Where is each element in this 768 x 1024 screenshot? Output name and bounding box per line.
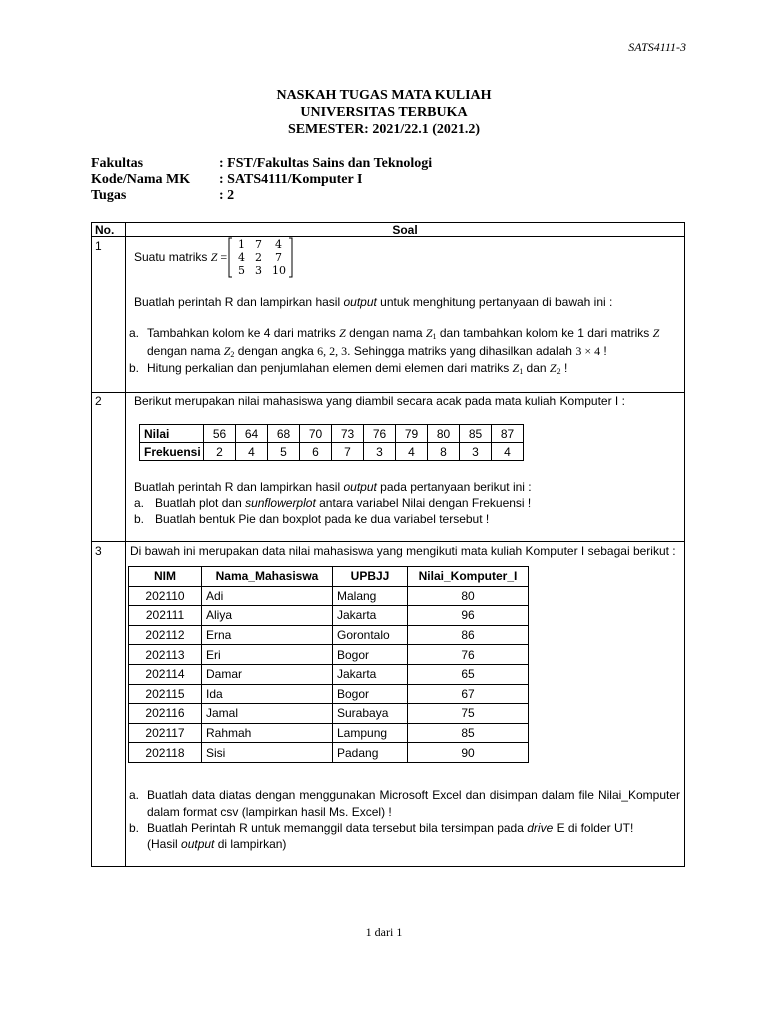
q1-b-marker: b.: [129, 361, 140, 375]
header-soal: Soal: [392, 223, 418, 237]
cell-nama: Adi: [202, 586, 333, 606]
text: antara variabel Nilai dengan Frekuensi !: [315, 496, 532, 510]
table-cell: 2: [204, 443, 236, 461]
cell-nilai: 67: [408, 684, 529, 704]
meta-value: : 2: [219, 188, 235, 203]
subscript: 2: [230, 350, 235, 359]
table-cell: 8: [428, 443, 460, 461]
cell-upbjj: Surabaya: [333, 704, 408, 724]
text: !: [560, 361, 568, 375]
cell-nilai: 80: [408, 586, 529, 606]
q3-a-line1: Buatlah data diatas dengan menggunakan Microsoft Excel dan disimpan dalam file Nilai_Komputer: [147, 788, 680, 802]
em: sunflowerplot: [245, 496, 316, 510]
cell-nilai: 76: [408, 645, 529, 665]
text: di lampirkan): [214, 837, 287, 851]
var-z2: Z: [549, 361, 557, 375]
cell-nama: Damar: [202, 664, 333, 684]
table-cell: 80: [428, 425, 460, 443]
table-cell: 64: [236, 425, 268, 443]
cell-nama: Sisi: [202, 743, 333, 763]
meta-tugas: [91, 188, 234, 204]
table-row: [129, 606, 529, 626]
doc-title-line1: NASKAH TUGAS MATA KULIAH: [276, 88, 492, 103]
cell-upbjj: Jakarta: [333, 606, 408, 626]
matrix-cell: 4: [238, 251, 245, 264]
cell-nama: Jamal: [202, 704, 333, 724]
text: . Sehingga matriks yang dihasilkan adalah: [347, 344, 576, 358]
text: Tambahkan kolom ke 4 dari matriks: [147, 326, 340, 340]
q3-a-line2: dalam format csv (lampirkan hasil Ms. Excel) !: [147, 805, 392, 819]
cell-upbjj: Lampung: [333, 723, 408, 743]
text: !: [600, 344, 607, 358]
q2-a-marker: a.: [134, 496, 145, 510]
subscript: 1: [519, 367, 524, 376]
table-row: [140, 443, 524, 461]
q1-b-line: [147, 361, 682, 379]
matrix-cell: 1: [238, 238, 245, 251]
dimension: 3 × 4: [575, 344, 601, 358]
row-divider-1: [92, 392, 684, 393]
table-cell: 87: [492, 425, 524, 443]
cell-nim: 202111: [129, 606, 202, 626]
q1-matrix-var: Z: [210, 250, 218, 264]
cell-upbjj: Bogor: [333, 645, 408, 665]
cell-nilai: 96: [408, 606, 529, 626]
cell-nim: 202114: [129, 664, 202, 684]
cell-nilai: 85: [408, 723, 529, 743]
q1-number: 1: [95, 239, 102, 253]
var-z1: Z: [512, 361, 520, 375]
cell-nilai: 86: [408, 625, 529, 645]
cell-upbjj: Malang: [333, 586, 408, 606]
table-row: [129, 704, 529, 724]
row-label: Frekuensi: [140, 443, 204, 461]
var-z: Z: [652, 326, 660, 340]
text: pada pertanyaan berikut ini :: [376, 480, 532, 494]
matrix-cell: 7: [275, 251, 282, 264]
cell-nilai: 75: [408, 704, 529, 724]
cell-nim: 202115: [129, 684, 202, 704]
text: dengan nama: [345, 326, 426, 340]
column-divider: [125, 223, 126, 866]
table-cell: 7: [332, 443, 364, 461]
meta-label: Kode/Nama MK: [91, 172, 191, 187]
q3-student-table: [128, 566, 529, 763]
table-cell: 3: [460, 443, 492, 461]
text: dengan angka: [234, 344, 318, 358]
cell-nim: 202118: [129, 743, 202, 763]
header-no: No.: [95, 223, 115, 237]
q1-matrix: [227, 237, 295, 279]
meta-fakultas: [91, 156, 432, 172]
page-footer: 1 dari 1: [365, 925, 403, 939]
q3-a-marker: a.: [129, 788, 140, 802]
matrix-cell: 2: [255, 251, 262, 264]
em: output: [181, 837, 215, 851]
table-cell: 5: [268, 443, 300, 461]
table-header-row: [129, 567, 529, 587]
subscript: 1: [432, 332, 437, 341]
q2-frequency-table: [139, 424, 524, 461]
doc-title-line3: SEMESTER: 2021/22.1 (2021.2): [287, 122, 481, 137]
row-label: Nilai: [140, 425, 204, 443]
matrix-cell: 10: [272, 264, 286, 277]
q1-a-marker: a.: [129, 326, 140, 340]
var-z1: Z: [425, 326, 433, 340]
table-cell: 70: [300, 425, 332, 443]
table-cell: 76: [364, 425, 396, 443]
q1-instruction: [134, 295, 612, 309]
table-cell: 6: [300, 443, 332, 461]
q3-intro: Di bawah ini merupakan data nilai mahasiswa yang mengikuti mata kuliah Komputer I sebagai berikut :: [130, 544, 676, 558]
q1-instr-em: output: [343, 295, 377, 309]
q1-a-line1: [147, 326, 682, 344]
row-divider-2: [92, 541, 684, 542]
text: (Hasil: [147, 837, 182, 851]
text: Buatlah perintah R dan lampirkan hasil: [134, 480, 344, 494]
matrix-cell: 7: [255, 238, 262, 251]
table-cell: 68: [268, 425, 300, 443]
cell-upbjj: Bogor: [333, 684, 408, 704]
table-row: [129, 645, 529, 665]
q3-b-line2: [147, 837, 286, 851]
q2-number: 2: [95, 394, 102, 408]
table-cell: 4: [236, 443, 268, 461]
q2-a-line: [155, 496, 531, 510]
table-cell: 4: [396, 443, 428, 461]
q2-instruction: [134, 480, 532, 494]
em: drive: [527, 821, 554, 835]
meta-label: Fakultas: [91, 156, 144, 171]
table-cell: 3: [364, 443, 396, 461]
cell-nilai: 90: [408, 743, 529, 763]
table-cell: 73: [332, 425, 364, 443]
cell-nilai: 65: [408, 664, 529, 684]
table-cell: 56: [204, 425, 236, 443]
column-header: NIM: [129, 567, 202, 587]
document-code: SATS4111-3: [628, 40, 686, 54]
matrix-cell: 4: [275, 238, 282, 251]
q3-number: 3: [95, 544, 102, 558]
column-header: Nama_Mahasiswa: [202, 567, 333, 587]
cell-nama: Rahmah: [202, 723, 333, 743]
cell-nama: Ida: [202, 684, 333, 704]
q1-instr-text-end: untuk menghitung pertanyaan di bawah ini :: [376, 295, 613, 309]
var-z2: Z: [223, 344, 231, 358]
cell-nama: Aliya: [202, 606, 333, 626]
q3-b-marker: b.: [129, 821, 140, 835]
table-row: [129, 723, 529, 743]
text: dan: [523, 361, 550, 375]
meta-value: : FST/Fakultas Sains dan Teknologi: [219, 156, 433, 171]
cell-nim: 202112: [129, 625, 202, 645]
cell-nim: 202116: [129, 704, 202, 724]
cell-upbjj: Gorontalo: [333, 625, 408, 645]
q1-a-line2: [147, 344, 682, 362]
table-cell: 85: [460, 425, 492, 443]
meta-kode-mk: [91, 172, 362, 188]
matrix-cell: 3: [255, 264, 262, 277]
cell-nama: Eri: [202, 645, 333, 665]
table-row: [129, 684, 529, 704]
text: Hitung perkalian dan penjumlahan elemen demi elemen dari matriks: [147, 361, 513, 375]
meta-label: Tugas: [91, 188, 127, 203]
q1-matrix-intro: Suatu matriks Z =: [134, 250, 228, 264]
q2-b-line: Buatlah bentuk Pie dan boxplot pada ke dua variabel tersebut !: [155, 512, 490, 526]
column-header: UPBJJ: [333, 567, 408, 587]
q3-b-line1: [147, 821, 633, 835]
table-row: [129, 743, 529, 763]
subscript: 2: [556, 367, 561, 376]
text: E di folder UT!: [553, 821, 634, 835]
cell-nim: 202110: [129, 586, 202, 606]
q2-b-marker: b.: [134, 512, 145, 526]
em: output: [343, 480, 377, 494]
numbers: 6, 2, 3: [317, 344, 348, 358]
table-row: [140, 425, 524, 443]
text: dengan nama: [147, 344, 224, 358]
text: Buatlah plot dan: [155, 496, 246, 510]
q2-intro: Berikut merupakan nilai mahasiswa yang diambil secara acak pada mata kuliah Komputer I :: [134, 394, 625, 408]
table-cell: 79: [396, 425, 428, 443]
table-cell: 4: [492, 443, 524, 461]
q1-instr-text: Buatlah perintah R dan lampirkan hasil: [134, 295, 344, 309]
q1-matrix-prefix: Suatu matriks: [134, 250, 211, 264]
cell-upbjj: Jakarta: [333, 664, 408, 684]
matrix-cell: 5: [238, 264, 245, 277]
meta-value: : SATS4111/Komputer I: [219, 172, 363, 187]
column-header: Nilai_Komputer_I: [408, 567, 529, 587]
cell-nama: Erna: [202, 625, 333, 645]
cell-nim: 202113: [129, 645, 202, 665]
text: Buatlah Perintah R untuk memanggil data tersebut bila tersimpan pada: [147, 821, 528, 835]
table-row: [129, 664, 529, 684]
doc-title-line2: UNIVERSITAS TERBUKA: [300, 105, 468, 120]
text: dan tambahkan kolom ke 1 dari matriks: [436, 326, 653, 340]
cell-upbjj: Padang: [333, 743, 408, 763]
table-row: [129, 586, 529, 606]
table-row: [129, 625, 529, 645]
cell-nim: 202117: [129, 723, 202, 743]
var-z: Z: [339, 326, 346, 340]
